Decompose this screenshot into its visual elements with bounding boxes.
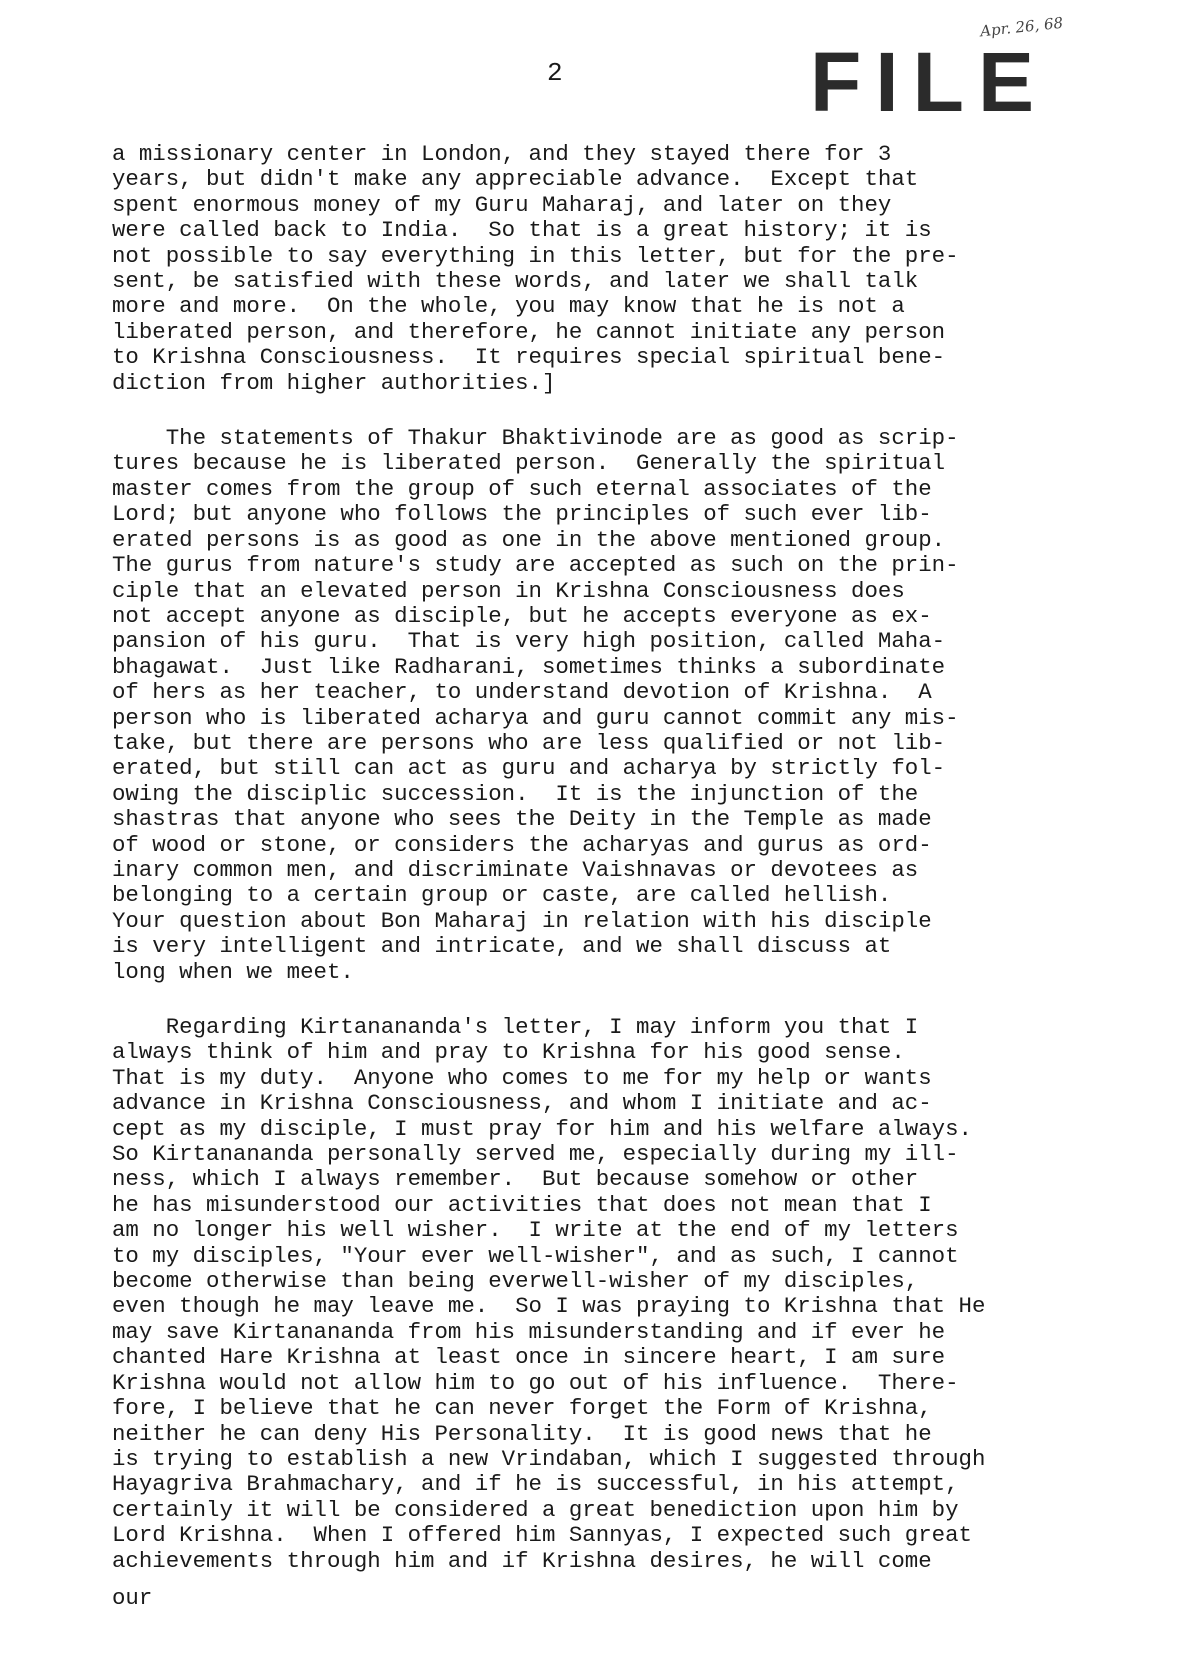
text-line: erated, but still can act as guru and acharya by strictly fol- — [112, 755, 946, 782]
text-line: a missionary center in London, and they stayed there for 3 — [112, 141, 892, 167]
text-line: belonging to a certain group or caste, are called hellish. — [112, 882, 892, 909]
text-line: not possible to say everything in this letter, but for the pre- — [112, 242, 959, 269]
text-line: owing the disciplic succession. It is the injunction of the — [112, 780, 919, 807]
text-line: liberated person, and therefore, he cannot initiate any person — [112, 318, 946, 345]
page-number: 2 — [547, 58, 563, 88]
text-line: to my disciples, "Your ever well-wisher", and as such, I cannot — [112, 1242, 959, 1269]
text-line: erated persons is as good as one in the above mentioned group. — [112, 526, 946, 553]
text-line: more and more. On the whole, you may know that he is not a — [112, 293, 905, 320]
text-line: That is my duty. Anyone who comes to me for my help or wants — [112, 1064, 932, 1091]
text-line: achievements through him and if Krishna desires, he will come — [112, 1547, 932, 1574]
text-line: certainly it will be considered a great benediction upon him by — [112, 1496, 959, 1523]
file-stamp: FILE — [810, 35, 1048, 129]
text-line: Krishna would not allow him to go out of his influence. There- — [112, 1369, 959, 1396]
text-line: inary common men, and discriminate Vaishnavas or devotees as — [112, 856, 919, 883]
text-line: is very intelligent and intricate, and we shall discuss at — [112, 933, 892, 960]
text-line: cept as my disciple, I must pray for him and his welfare always. — [112, 1115, 972, 1142]
text-line: is trying to establish a new Vrindaban, which I suggested through — [112, 1445, 986, 1472]
continuation-word: our — [112, 1584, 153, 1611]
text-line: long when we meet. — [112, 958, 354, 985]
text-line: spent enormous money of my Guru Maharaj, and later on they — [112, 191, 892, 218]
text-line: diction from higher authorities.] — [112, 369, 556, 396]
paragraph-3 — [112, 1015, 1072, 1574]
text-line: chanted Hare Krishna at least once in sincere heart, I am sure — [112, 1344, 946, 1371]
text-line: pansion of his guru. That is very high position, called Maha- — [112, 628, 946, 655]
handwritten-date: Apr. 26, 68 — [979, 13, 1064, 41]
text-line: bhagawat. Just like Radharani, sometimes thinks a subordinate — [112, 653, 946, 680]
text-line: ness, which I always remember. But because somehow or other — [112, 1166, 919, 1193]
text-line: Lord; but anyone who follows the principles of such ever lib- — [112, 501, 932, 528]
text-line: Lord Krishna. When I offered him Sannyas, I expected such great — [112, 1522, 972, 1549]
text-line: years, but didn't make any appreciable advance. Except that — [112, 166, 919, 193]
paragraph-1 — [112, 142, 1072, 396]
text-line: So Kirtanananda personally served me, especially during my ill- — [112, 1141, 959, 1168]
text-line: advance in Krishna Consciousness, and whom I initiate and ac- — [112, 1090, 932, 1117]
text-line: person who is liberated acharya and guru cannot commit any mis- — [112, 704, 959, 731]
text-line: master comes from the group of such eternal associates of the — [112, 475, 932, 502]
text-line: may save Kirtanananda from his misunderstanding and if ever he — [112, 1318, 946, 1345]
text-line: tures because he is liberated person. Generally the spiritual — [112, 450, 946, 477]
text-line: Regarding Kirtanananda's letter, I may inform you that I — [112, 1014, 919, 1040]
text-line: of hers as her teacher, to understand devotion of Krishna. A — [112, 679, 932, 706]
text-line: The statements of Thakur Bhaktivinode are as good as scrip- — [112, 425, 959, 452]
text-line: always think of him and pray to Krishna for his good sense. — [112, 1039, 905, 1066]
text-line: ciple that an elevated person in Krishna Consciousness does — [112, 577, 905, 604]
text-line: neither he can deny His Personality. It is good news that he — [112, 1420, 932, 1447]
text-line: Hayagriva Brahmachary, and if he is successful, in his attempt, — [112, 1471, 959, 1498]
text-line: to Krishna Consciousness. It requires special spiritual bene- — [112, 344, 946, 371]
text-line: The gurus from nature's study are accepted as such on the prin- — [112, 552, 959, 579]
text-line: Your question about Bon Maharaj in relation with his disciple — [112, 907, 932, 934]
text-line: take, but there are persons who are less qualified or not lib- — [112, 729, 946, 756]
paragraph-2 — [112, 426, 1072, 985]
text-line: fore, I believe that he can never forget the Form of Krishna, — [112, 1395, 932, 1422]
text-line: am no longer his well wisher. I write at the end of my letters — [112, 1217, 959, 1244]
text-line: become otherwise than being everwell-wisher of my disciples, — [112, 1268, 919, 1295]
letter-body — [112, 142, 1072, 1611]
text-line: shastras that anyone who sees the Deity in the Temple as made — [112, 806, 932, 833]
text-line: sent, be satisfied with these words, and later we shall talk — [112, 268, 919, 295]
text-line: of wood or stone, or considers the acharyas and gurus as ord- — [112, 831, 932, 858]
text-line: even though he may leave me. So I was praying to Krishna that He — [112, 1293, 986, 1320]
text-line: not accept anyone as disciple, but he accepts everyone as ex- — [112, 602, 932, 629]
text-line: he has misunderstood our activities that does not mean that I — [112, 1191, 932, 1218]
text-line: were called back to India. So that is a great history; it is — [112, 217, 932, 244]
